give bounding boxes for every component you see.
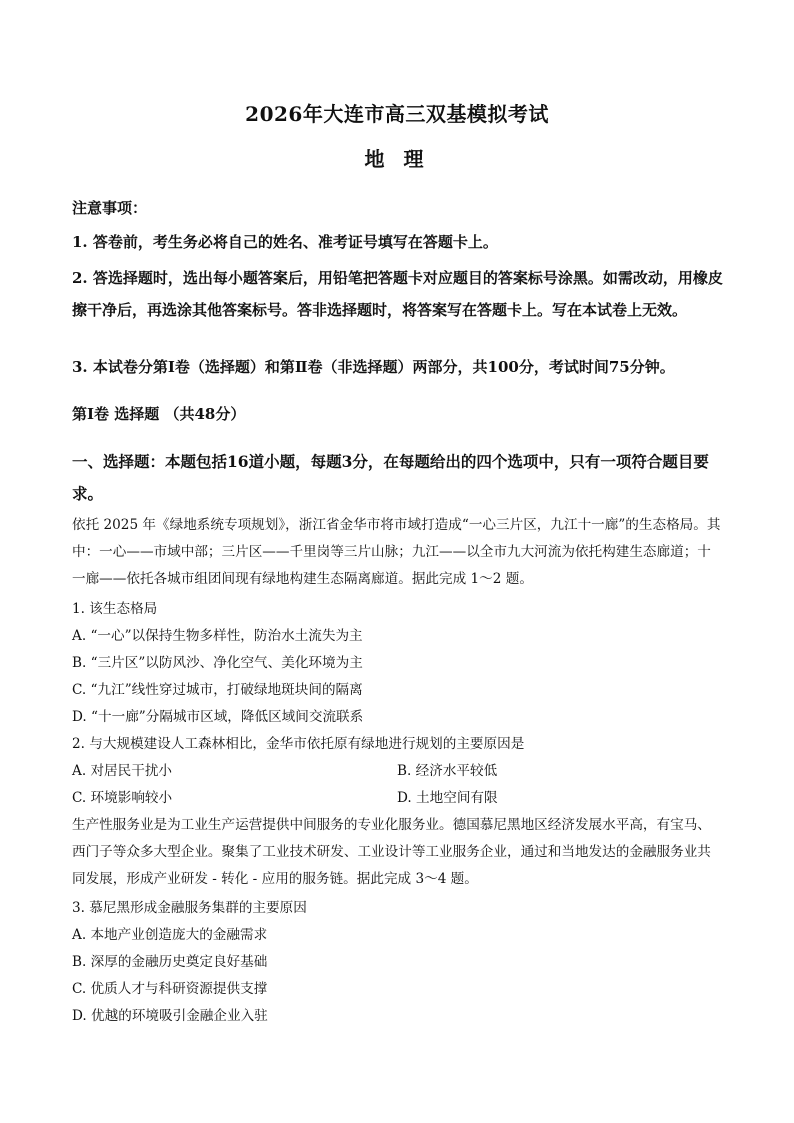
q2-option-b: B. 经济水平较低 <box>397 763 498 779</box>
q1-option-a: A. “一心”以保持生物多样性，防治水土流失为主 <box>72 628 363 644</box>
q1-option-c: C. “九江”线性穿过城市，打破绿地斑块间的隔离 <box>72 682 363 698</box>
passage-2: 生产性服务业是为工业生产运营提供中间服务的专业化服务业。德国慕尼黑地区经济发展水平高，有宝马、西门子等众多大型企业。聚集了工业技术研发、工业设计等工业服务企业，通过和当地发达的金融服务业共同发展，形成产业研发 - 转化 - 应用的服务链。据此完成 3～4 题。 <box>72 817 711 887</box>
note-item: 1. 答卷前，考生务必将自己的姓名、准考证号填写在答题卡上。 <box>72 233 498 251</box>
question-1-stem: 1. 该生态格局 <box>72 601 158 617</box>
part1-heading: 第Ⅰ卷 选择题 （共48分） <box>72 405 246 423</box>
question-3-stem: 3. 慕尼黑形成金融服务集群的主要原因 <box>72 900 307 916</box>
note-item: 2. 答选择题时，选出每小题答案后，用铅笔把答题卡对应题目的答案标号涂黑。如需改动，用橡皮擦干净后，再选涂其他答案标号。答非选择题时，将答案写在答题卡上。写在本试卷上无效。 <box>72 269 723 319</box>
note-item: 3. 本试卷分第Ⅰ卷（选择题）和第Ⅱ卷（非选择题）两部分，共100分，考试时间75分钟。 <box>72 358 675 376</box>
exam-title: 2026年大连市高三双基模拟考试 <box>245 102 549 126</box>
q3-option-b: B. 深厚的金融历史奠定良好基础 <box>72 954 268 970</box>
q1-option-d: D. “十一廊”分隔城市区域，降低区域间交流联系 <box>72 709 364 725</box>
q2-option-c: C. 环境影响较小 <box>72 790 173 806</box>
passage-1: 依托 2025 年《绿地系统专项规划》，浙江省金华市将市域打造成“一心三片区，九江十一廊”的生态格局。其中：一心——市域中部；三片区——千里岗等三片山脉；九江——以全市九大河流为依托构建生态廊道；十一廊——依托各城市组团间现有绿地构建生态隔离廊道。据此完成 1～2 题。 <box>72 517 721 587</box>
q2-option-a: A. 对居民干扰小 <box>72 763 173 779</box>
q3-option-d: D. 优越的环境吸引金融企业入驻 <box>72 1008 268 1024</box>
subject-title: 地 理 <box>364 147 430 171</box>
q2-option-d: D. 土地空间有限 <box>397 790 498 806</box>
notes-heading: 注意事项： <box>72 199 148 217</box>
q3-option-c: C. 优质人才与科研资源提供支撑 <box>72 981 268 997</box>
q3-option-a: A. 本地产业创造庞大的金融需求 <box>72 927 268 943</box>
q1-option-b: B. “三片区”以防风沙、净化空气、美化环境为主 <box>72 655 363 671</box>
section-heading: 一、选择题：本题包括16道小题，每题3分，在每题给出的四个选项中，只有一项符合题目要求。 <box>72 452 709 503</box>
question-2-stem: 2. 与大规模建设人工森林相比，金华市依托原有绿地进行规划的主要原因是 <box>72 736 525 752</box>
